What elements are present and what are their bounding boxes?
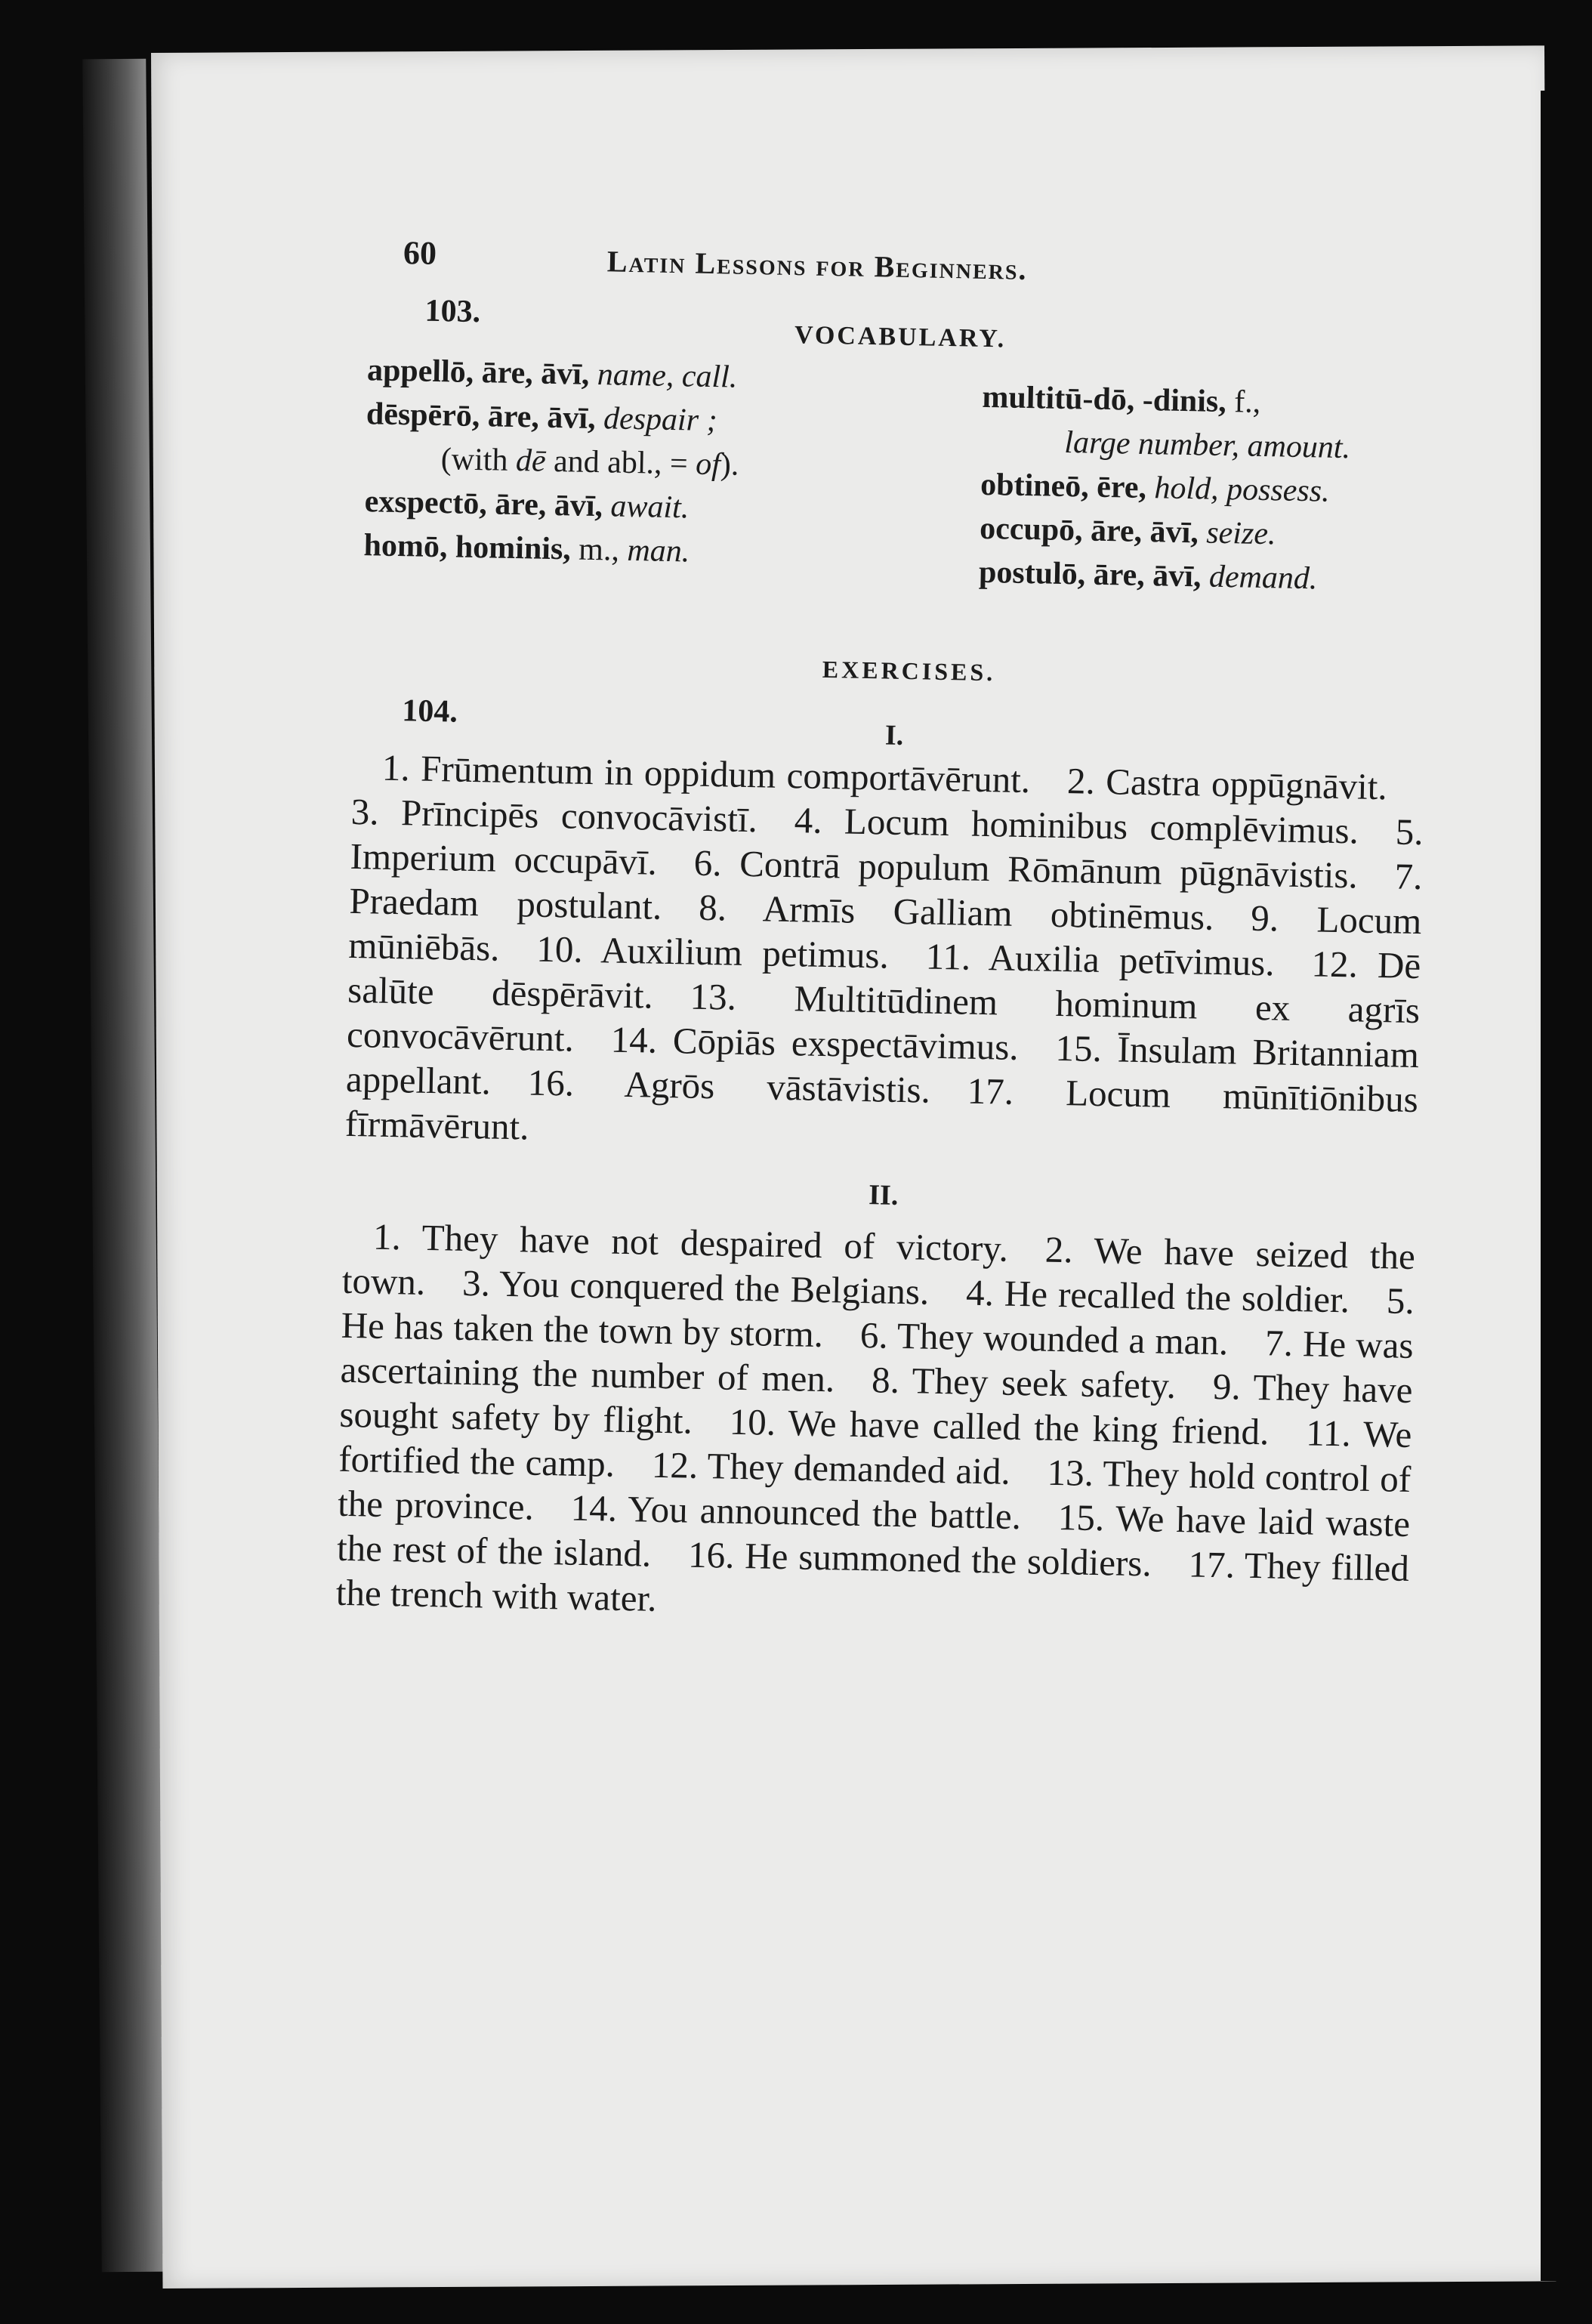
- exercise-paragraph-latin: [344, 745, 1424, 1166]
- exercise-item: 6. Contrā populum Rōmānum pūgnāvistis.: [693, 841, 1359, 897]
- exercise-item: 8. They seek safety.: [871, 1359, 1177, 1407]
- vocab-headword: dēspērō, āre, āvī,: [366, 397, 597, 437]
- exercise-item: 7. He was ascertaining the number of men.: [340, 1322, 1415, 1400]
- exercise-item: 5. He has taken the town by storm.: [341, 1279, 1415, 1356]
- exercise-item: 9. Locum mūniēbās.: [347, 897, 1422, 969]
- exercise-item: 10. Auxilium petimus.: [535, 927, 890, 977]
- vocabulary-column-left: [363, 352, 949, 582]
- exercise-item: 16. Agrōs vāstāvistis.: [527, 1061, 931, 1111]
- exercise-item: 5. Imperium occupāvī.: [350, 810, 1424, 883]
- vocab-gender: m.,: [570, 532, 628, 568]
- vocabulary-heading: VOCABULARY.: [794, 321, 1007, 353]
- exercise-item: 13. Multitūdinem hominum ex agrīs convocāvērunt.: [346, 975, 1421, 1060]
- part-label-two: II.: [868, 1179, 899, 1211]
- vocab-meaning: hold, possess.: [1154, 471, 1331, 509]
- exercise-item: 12. They demanded aid.: [651, 1443, 1011, 1492]
- exercise-item: 17. Locum mūnītiōnibus fīrmāvērunt.: [344, 1069, 1419, 1148]
- vocab-meaning: despair ;: [603, 401, 718, 439]
- exercise-item: 7. Praedam postulant.: [349, 855, 1423, 927]
- note-text: (with: [440, 442, 517, 479]
- vocabulary-list: [313, 344, 1466, 668]
- note-text: and abl., =: [545, 443, 696, 482]
- vocabulary-column-right: [978, 379, 1480, 608]
- vocab-meaning: large number, amount.: [1063, 424, 1351, 466]
- vocab-headword: occupō, āre, āvī,: [979, 511, 1199, 551]
- page-number: 60: [403, 234, 437, 272]
- exercise-item: 8. Armīs Galliam obtinēmus.: [698, 886, 1214, 938]
- vocab-meaning: name, call.: [597, 357, 738, 395]
- exercise-item: 13. They hold control of the province.: [337, 1451, 1412, 1528]
- part-label-one: I.: [884, 719, 904, 752]
- vocab-meaning: demand.: [1208, 559, 1318, 597]
- vocab-entry: [978, 554, 1477, 608]
- exercise-item: 11. We fortified the camp.: [338, 1412, 1412, 1485]
- exercise-item: 1. Frūmentum in oppidum comportāvērunt.: [381, 746, 1031, 801]
- vocab-headword: homō, hominis,: [363, 528, 572, 567]
- exercise-item: 12. Dē salūte dēspērāvit.: [347, 943, 1421, 1017]
- section-number-exercises: 104.: [401, 693, 458, 730]
- vocab-headword: multitū-dō, -dinis,: [982, 379, 1227, 420]
- vocab-headword: postulō, āre, āvī,: [978, 554, 1202, 594]
- exercise-item: 9. They have sought safety by flight.: [339, 1365, 1413, 1442]
- vocab-gender: f.,: [1226, 384, 1261, 420]
- exercise-item: 3. You conquered the Belgians.: [461, 1261, 930, 1313]
- exercise-paragraph-english: [335, 1214, 1415, 1635]
- exercise-item: 2. Castra oppūgnāvit.: [1066, 760, 1388, 808]
- exercise-item: 4. Locum hominibus complēvimus.: [794, 799, 1359, 852]
- scan-right-margin: [1541, 91, 1592, 2281]
- exercise-item: 10. We have called the king friend.: [729, 1400, 1270, 1453]
- vocab-headword: appellō, āre, āvī,: [366, 353, 590, 392]
- vocab-headword: exspectō, āre, āvī,: [364, 484, 603, 524]
- exercise-item: 1. They have not despaired of victory.: [372, 1215, 1009, 1270]
- note-text: ).: [720, 447, 739, 483]
- exercise-item: 15. Īnsulam Britanniam appellant.: [345, 1026, 1420, 1103]
- exercise-item: 14. You announced the battle.: [570, 1486, 1022, 1538]
- section-number-vocabulary: 103.: [424, 293, 481, 330]
- vocab-meaning: await.: [610, 489, 690, 526]
- note-italic: of: [695, 446, 721, 483]
- running-title: Latin Lessons for Beginners.: [606, 244, 1028, 286]
- exercise-item: 4. He recalled the soldier.: [965, 1271, 1350, 1321]
- exercise-item: 14. Cōpiās exspectāvimus.: [610, 1018, 1020, 1068]
- page-content: [294, 215, 1468, 1636]
- exercise-item: 6. They wounded a man.: [859, 1313, 1229, 1363]
- exercise-item: 2. We have seized the town.: [341, 1228, 1416, 1303]
- vocab-meaning: man.: [627, 532, 690, 569]
- exercise-item: 16. He summoned the soldiers.: [687, 1533, 1152, 1585]
- exercise-item: 3. Prīncipēs convocāvistī.: [350, 790, 758, 841]
- exercise-item: 15. We have laid waste the rest of the island.: [336, 1496, 1411, 1575]
- exercise-item: 17. They filled the trench with water.: [335, 1543, 1410, 1619]
- vocab-meaning: seize.: [1205, 515, 1276, 552]
- exercise-item: 11. Auxilia petīvimus.: [925, 935, 1276, 984]
- note-italic: dē: [515, 443, 547, 479]
- vocab-headword: obtineō, ēre,: [980, 467, 1147, 506]
- exercises-heading: EXERCISES.: [822, 655, 996, 687]
